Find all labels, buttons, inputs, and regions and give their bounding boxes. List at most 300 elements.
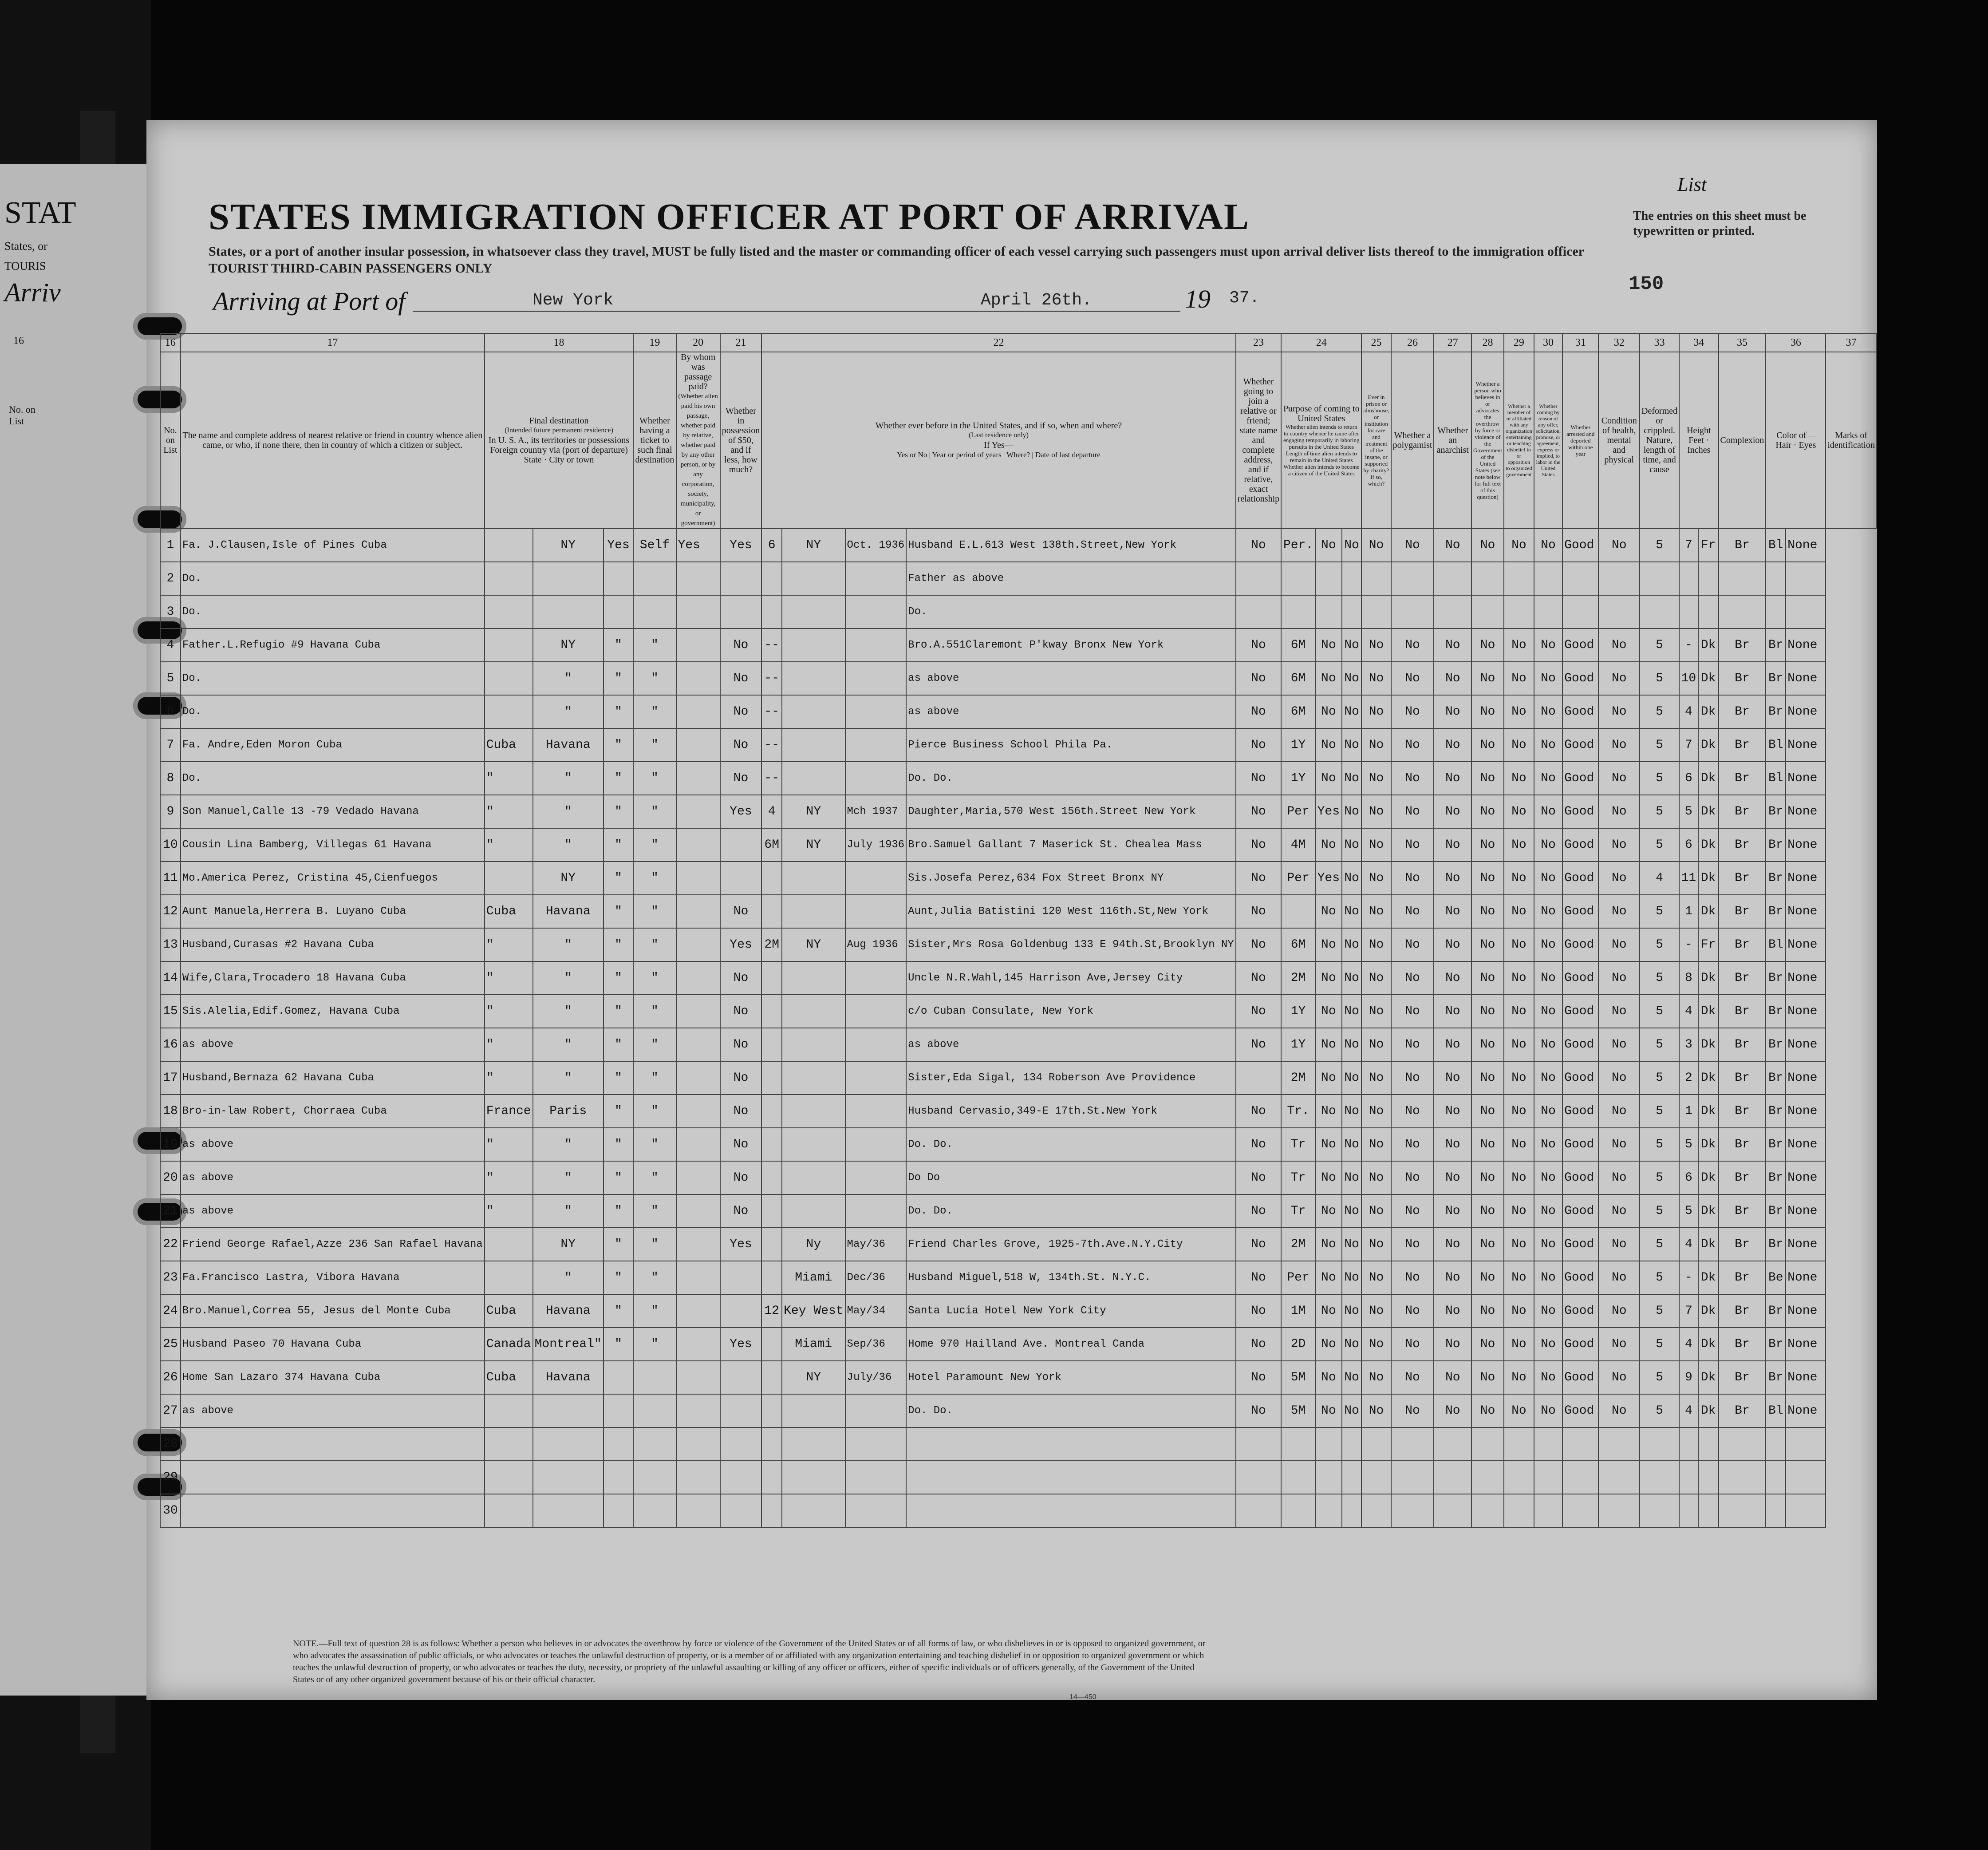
cell-destination-state: NY xyxy=(533,529,604,562)
cell-marks: None xyxy=(1786,1228,1826,1261)
cell-prison: No xyxy=(1342,1095,1362,1128)
cell-hair xyxy=(1719,595,1766,629)
cell-overthrow: No xyxy=(1434,961,1471,995)
cell-overthrow: No xyxy=(1434,1095,1471,1128)
footer-note: NOTE.—Full text of question 28 is as follows: Whether a person who believes in or advocates the overthrow by force or violence of the Government of the United States or of all forms of law, or who disbelieves in or is opposed to organized government, or who advocates the assassination of public officials, or who advocates or teaches the unlawful destruction of property, or is a member of or affiliated with any organization entertaining and teaching disbelief in or opposition to organized government or which teaches the unlawful destruction of property, or who advocates or teaches the duty, necessity, or propriety of the unlawful assaulting or killing of any officer or officers, either of specific individuals or of officers generally, of the Government of the United States or of any other organized government because of his or their official character. xyxy=(293,1639,1206,1684)
header-text: (Intended future permanent residence) xyxy=(505,427,613,434)
cell-purpose-length xyxy=(1281,1461,1315,1494)
cell-years-in-us xyxy=(761,1194,782,1228)
strip-col-header: No. on List xyxy=(9,404,36,427)
cell-ticket: " xyxy=(604,1294,633,1328)
date-value: April 26th. xyxy=(981,291,1092,310)
cell-polygamist: No xyxy=(1361,862,1391,895)
cell-organization: No xyxy=(1471,529,1504,562)
cell-health xyxy=(1562,562,1598,595)
cell-hair: Br xyxy=(1719,1061,1766,1095)
cell-overthrow: No xyxy=(1434,862,1471,895)
cell-marks: None xyxy=(1786,1294,1826,1328)
col-number: 31 xyxy=(1562,333,1598,352)
cell-where-in-us xyxy=(782,1128,845,1161)
cell-overthrow: No xyxy=(1434,1194,1471,1228)
cell-overthrow: No xyxy=(1434,1061,1471,1095)
cell-marks: None xyxy=(1786,1061,1826,1095)
header-text: State xyxy=(524,455,542,465)
cell-passage-paid: " xyxy=(633,862,676,895)
cell-passage-paid xyxy=(633,562,676,595)
cell-organization: No xyxy=(1471,1095,1504,1128)
cell-purpose-length: Tr xyxy=(1281,1161,1315,1194)
cell-money xyxy=(676,595,720,629)
cell-height-feet: 5 xyxy=(1640,1261,1679,1294)
cell-last-departure xyxy=(845,762,907,795)
cell-height-inches: - xyxy=(1679,1261,1698,1294)
cell-anarchist xyxy=(1391,1427,1434,1461)
cell-organization: No xyxy=(1471,862,1504,895)
cell-marks: None xyxy=(1786,961,1826,995)
cell-polygamist: No xyxy=(1361,1028,1391,1061)
cell-purpose-length: 6M xyxy=(1281,629,1315,662)
cell-organization: No xyxy=(1471,1028,1504,1061)
cell-join-relative: Daughter,Maria,570 West 156th.Street New York xyxy=(906,795,1236,828)
cell-ever-in-us: No xyxy=(720,1095,762,1128)
cell-join-relative: Home 970 Hailland Ave. Montreal Canda xyxy=(906,1328,1236,1361)
cell-destination-foreign: " xyxy=(485,1194,533,1228)
cell-anarchist: No xyxy=(1391,662,1434,695)
cell-years-in-us: 6M xyxy=(761,828,782,862)
page-subtitle: States, or a port of another insular possession, in whatsoever class they travel, MUST be fully listed and the master or commanding officer of each vessel carrying such passengers must upon arrival deliver lists thereof to the immigration officer xyxy=(209,244,1585,259)
header-color: Color of— Hair · Eyes xyxy=(1766,352,1826,529)
cell-last-departure xyxy=(845,1061,907,1095)
cell-hair xyxy=(1719,1494,1766,1527)
cell-eyes: Be xyxy=(1766,1261,1786,1294)
cell-last-departure xyxy=(845,1095,907,1128)
cell-overthrow xyxy=(1434,1494,1471,1527)
cell-deported: No xyxy=(1534,1228,1562,1261)
cell-last-departure xyxy=(845,662,907,695)
cell-ever-in-us xyxy=(720,1261,762,1294)
cell-where-in-us xyxy=(782,862,845,895)
cell-deformed: No xyxy=(1598,695,1640,728)
cell-polygamist: No xyxy=(1361,795,1391,828)
cell-hair: Br xyxy=(1719,1028,1766,1061)
cell-where-in-us xyxy=(782,1095,845,1128)
cell-list-no: 16 xyxy=(160,1028,181,1061)
cell-deformed: No xyxy=(1598,1061,1640,1095)
cell-destination-foreign: " xyxy=(485,1161,533,1194)
cell-health: Good xyxy=(1562,629,1598,662)
cell-deported: No xyxy=(1534,728,1562,762)
year-suffix: 37. xyxy=(1229,289,1260,308)
cell-destination-state: NY xyxy=(533,629,604,662)
cell-health: Good xyxy=(1562,895,1598,928)
cell-destination-state: " xyxy=(533,1161,604,1194)
cell-marks: None xyxy=(1786,695,1826,728)
cell-where-in-us: NY xyxy=(782,828,845,862)
cell-purpose-return: No xyxy=(1236,762,1281,795)
cell-join-relative: Husband Cervasio,349-E 17th.St.New York xyxy=(906,1095,1236,1128)
col-number: 27 xyxy=(1434,333,1471,352)
cell-height-feet: 5 xyxy=(1640,629,1679,662)
cell-passage-paid: " xyxy=(633,895,676,928)
cell-overthrow: No xyxy=(1434,662,1471,695)
cell-money xyxy=(676,961,720,995)
cell-destination-foreign: " xyxy=(485,1028,533,1061)
cell-labor-offer: No xyxy=(1504,728,1534,762)
cell-purpose-return: No xyxy=(1236,1328,1281,1361)
cell-relative-address: Do. xyxy=(181,695,485,728)
cell-relative-address: Mo.America Perez, Cristina 45,Cienfuegos xyxy=(181,862,485,895)
header-text: (Whether alien paid his own passage, whether paid by relative, whether paid by any other person, or by any corporation, society, municipality, or government) xyxy=(678,393,718,527)
cell-anarchist: No xyxy=(1391,629,1434,662)
cell-ticket: " xyxy=(604,1028,633,1061)
cell-years-in-us: -- xyxy=(761,762,782,795)
cell-complexion xyxy=(1698,1494,1719,1527)
previous-page-strip xyxy=(0,164,146,1696)
cell-height-feet xyxy=(1640,595,1679,629)
table-row xyxy=(160,795,1877,828)
cell-overthrow xyxy=(1434,1461,1471,1494)
cell-years-in-us xyxy=(761,1328,782,1361)
cell-overthrow: No xyxy=(1434,1228,1471,1261)
cell-destination-state: Havana xyxy=(533,1294,604,1328)
cell-join-relative: Do. Do. xyxy=(906,762,1236,795)
cell-list-no: 17 xyxy=(160,1061,181,1095)
cell-destination-foreign xyxy=(485,1461,533,1494)
cell-marks: None xyxy=(1786,1028,1826,1061)
cell-eyes: Br xyxy=(1766,662,1786,695)
cell-labor-offer: No xyxy=(1504,1194,1534,1228)
cell-prison: No xyxy=(1342,728,1362,762)
cell-years-in-us: 6 xyxy=(761,529,782,562)
cell-ticket: " xyxy=(604,728,633,762)
header-text: Feet xyxy=(1688,435,1704,445)
cell-purpose-citizen: No xyxy=(1315,961,1342,995)
cell-purpose-return xyxy=(1236,1427,1281,1461)
table-row xyxy=(160,1194,1877,1228)
cell-complexion: Dk xyxy=(1698,1095,1719,1128)
cell-ticket xyxy=(604,1427,633,1461)
cell-complexion xyxy=(1698,1461,1719,1494)
col-number: 20 xyxy=(676,333,720,352)
cell-hair: Br xyxy=(1719,529,1766,562)
cell-hair: Br xyxy=(1719,1394,1766,1427)
cell-purpose-length: 6M xyxy=(1281,695,1315,728)
cell-ever-in-us: No xyxy=(720,662,762,695)
cell-health xyxy=(1562,1427,1598,1461)
col-number: 32 xyxy=(1598,333,1640,352)
cell-money xyxy=(676,1228,720,1261)
cell-height-feet: 5 xyxy=(1640,695,1679,728)
cell-height-inches xyxy=(1679,1494,1698,1527)
cell-purpose-return: No xyxy=(1236,728,1281,762)
cell-complexion: Dk xyxy=(1698,1128,1719,1161)
cell-purpose-return: No xyxy=(1236,629,1281,662)
cell-purpose-length: 2M xyxy=(1281,961,1315,995)
cell-complexion: Dk xyxy=(1698,1294,1719,1328)
cell-purpose-return: No xyxy=(1236,1095,1281,1128)
cell-overthrow: No xyxy=(1434,795,1471,828)
cell-passage-paid: " xyxy=(633,1128,676,1161)
cell-eyes: Bl xyxy=(1766,728,1786,762)
cell-labor-offer xyxy=(1504,1461,1534,1494)
cell-purpose-return: No xyxy=(1236,928,1281,961)
cell-join-relative: as above xyxy=(906,695,1236,728)
cell-deformed xyxy=(1598,595,1640,629)
cell-ever-in-us xyxy=(720,1361,762,1394)
cell-labor-offer: No xyxy=(1504,995,1534,1028)
arriving-label: Arriving at Port of xyxy=(213,287,406,316)
cell-purpose-return: No xyxy=(1236,1361,1281,1394)
col-number: 16 xyxy=(160,333,181,352)
cell-last-departure xyxy=(845,862,907,895)
cell-height-feet: 5 xyxy=(1640,828,1679,862)
cell-relative-address: Bro.Manuel,Correa 55, Jesus del Monte Cuba xyxy=(181,1294,485,1328)
cell-eyes: Br xyxy=(1766,1294,1786,1328)
cell-ever-in-us: No xyxy=(720,762,762,795)
cell-marks: None xyxy=(1786,795,1826,828)
cell-where-in-us: NY xyxy=(782,529,845,562)
cell-marks: None xyxy=(1786,1394,1826,1427)
cell-years-in-us xyxy=(761,1394,782,1427)
cell-organization: No xyxy=(1471,1361,1504,1394)
cell-ticket: " xyxy=(604,895,633,928)
cell-anarchist: No xyxy=(1391,1128,1434,1161)
table-row xyxy=(160,1394,1877,1427)
cell-height-inches: - xyxy=(1679,629,1698,662)
cell-last-departure xyxy=(845,895,907,928)
cell-years-in-us xyxy=(761,595,782,629)
cell-organization: No xyxy=(1471,928,1504,961)
cell-destination-foreign xyxy=(485,862,533,895)
cell-list-no: 13 xyxy=(160,928,181,961)
cell-destination-state: Havana xyxy=(533,1361,604,1394)
cell-purpose-length: Tr. xyxy=(1281,1095,1315,1128)
cell-height-feet: 5 xyxy=(1640,1061,1679,1095)
cell-deformed: No xyxy=(1598,529,1640,562)
cell-polygamist xyxy=(1361,562,1391,595)
cell-complexion: Fr xyxy=(1698,529,1719,562)
cell-hair: Br xyxy=(1719,961,1766,995)
cell-hair: Br xyxy=(1719,795,1766,828)
cell-purpose-citizen xyxy=(1315,562,1342,595)
cell-deformed: No xyxy=(1598,862,1640,895)
cell-eyes: Br xyxy=(1766,1194,1786,1228)
cell-hair: Br xyxy=(1719,1161,1766,1194)
cell-eyes: Br xyxy=(1766,1328,1786,1361)
header-passage-paid xyxy=(676,352,720,529)
cell-purpose-return: No xyxy=(1236,1228,1281,1261)
cell-complexion xyxy=(1698,1427,1719,1461)
col-number: 23 xyxy=(1236,333,1281,352)
cell-destination-state: " xyxy=(533,762,604,795)
cell-complexion: Dk xyxy=(1698,1194,1719,1228)
cell-ever-in-us: No xyxy=(720,1028,762,1061)
cell-destination-foreign: " xyxy=(485,995,533,1028)
cell-ever-in-us: No xyxy=(720,1161,762,1194)
cell-purpose-length xyxy=(1281,1427,1315,1461)
cell-purpose-length: 1Y xyxy=(1281,1028,1315,1061)
header-labor-offer: Whether coming by reason of any offer, solicitation, promise, or agreement, express or implied, to labor in the United States xyxy=(1534,352,1562,529)
cell-purpose-length: Per xyxy=(1281,1261,1315,1294)
cell-purpose-length: Per xyxy=(1281,862,1315,895)
cell-deformed: No xyxy=(1598,795,1640,828)
cell-labor-offer: No xyxy=(1504,762,1534,795)
cell-health: Good xyxy=(1562,1028,1598,1061)
cell-prison: No xyxy=(1342,895,1362,928)
cell-purpose-return xyxy=(1236,1461,1281,1494)
cell-polygamist: No xyxy=(1361,1128,1391,1161)
cell-deformed: No xyxy=(1598,995,1640,1028)
cell-labor-offer: No xyxy=(1504,795,1534,828)
passenger-class: TOURIST THIRD-CABIN PASSENGERS ONLY xyxy=(209,261,493,276)
cell-join-relative: Do. Do. xyxy=(906,1394,1236,1427)
cell-purpose-length xyxy=(1281,562,1315,595)
cell-ever-in-us: No xyxy=(720,1194,762,1228)
cell-relative-address: Sis.Alelia,Edif.Gomez, Havana Cuba xyxy=(181,995,485,1028)
cell-height-inches: 6 xyxy=(1679,1161,1698,1194)
cell-hair: Br xyxy=(1719,1228,1766,1261)
cell-ever-in-us xyxy=(720,1461,762,1494)
cell-relative-address: as above xyxy=(181,1128,485,1161)
year-prefix: 19 xyxy=(1185,285,1211,313)
table-row xyxy=(160,695,1877,728)
cell-labor-offer: No xyxy=(1504,1095,1534,1128)
cell-relative-address: Father.L.Refugio #9 Havana Cuba xyxy=(181,629,485,662)
cell-years-in-us xyxy=(761,1361,782,1394)
cell-destination-foreign: " xyxy=(485,1128,533,1161)
cell-eyes xyxy=(1766,1461,1786,1494)
header-organization: Whether a member of or affiliated with any organization entertaining or teaching disbelief in or opposition to organized government xyxy=(1504,352,1534,529)
header-text: Color of— xyxy=(1776,431,1815,440)
cell-last-departure xyxy=(845,995,907,1028)
cell-ever-in-us xyxy=(720,595,762,629)
cell-purpose-citizen xyxy=(1315,1494,1342,1527)
cell-eyes: Br xyxy=(1766,1028,1786,1061)
cell-ticket: " xyxy=(604,1128,633,1161)
cell-passage-paid: " xyxy=(633,1294,676,1328)
cell-health: Good xyxy=(1562,1261,1598,1294)
header-text: Hair xyxy=(1775,440,1791,450)
cell-anarchist: No xyxy=(1391,1261,1434,1294)
cell-deported: No xyxy=(1534,1261,1562,1294)
cell-labor-offer: No xyxy=(1504,1061,1534,1095)
cell-last-departure xyxy=(845,1494,907,1527)
cell-deported: No xyxy=(1534,862,1562,895)
cell-where-in-us xyxy=(782,1394,845,1427)
cell-health: Good xyxy=(1562,928,1598,961)
cell-ticket: " xyxy=(604,1161,633,1194)
strip-col-number: 16 xyxy=(13,335,24,347)
cell-deported: No xyxy=(1534,795,1562,828)
cell-polygamist: No xyxy=(1361,529,1391,562)
header-text: Length of time alien intends to remain in the United States xyxy=(1286,450,1357,463)
cell-deported: No xyxy=(1534,928,1562,961)
cell-list-no: 10 xyxy=(160,828,181,862)
cell-anarchist: No xyxy=(1391,1394,1434,1427)
cell-labor-offer xyxy=(1504,1427,1534,1461)
cell-purpose-length: 5M xyxy=(1281,1361,1315,1394)
cell-complexion: Dk xyxy=(1698,1028,1719,1061)
cell-prison: No xyxy=(1342,1228,1362,1261)
cell-height-feet: 5 xyxy=(1640,928,1679,961)
cell-purpose-citizen xyxy=(1315,1461,1342,1494)
cell-money xyxy=(676,1061,720,1095)
cell-polygamist xyxy=(1361,595,1391,629)
cell-last-departure xyxy=(845,728,907,762)
cell-deformed: No xyxy=(1598,1261,1640,1294)
cell-ever-in-us: No xyxy=(720,1061,762,1095)
cell-destination-foreign xyxy=(485,529,533,562)
table-row xyxy=(160,1328,1877,1361)
cell-eyes: Br xyxy=(1766,1161,1786,1194)
cell-anarchist: No xyxy=(1391,1328,1434,1361)
header-marks: Marks of identification xyxy=(1826,352,1877,529)
cell-years-in-us xyxy=(761,1494,782,1527)
cell-complexion: Dk xyxy=(1698,1161,1719,1194)
cell-height-inches: 7 xyxy=(1679,529,1698,562)
cell-marks: None xyxy=(1786,1328,1826,1361)
cell-prison: No xyxy=(1342,995,1362,1028)
cell-where-in-us xyxy=(782,662,845,695)
cell-polygamist: No xyxy=(1361,762,1391,795)
cell-anarchist: No xyxy=(1391,928,1434,961)
cell-money xyxy=(676,1361,720,1394)
cell-prison: No xyxy=(1342,529,1362,562)
cell-prison: No xyxy=(1342,1061,1362,1095)
cell-organization: No xyxy=(1471,1061,1504,1095)
cell-list-no: 7 xyxy=(160,728,181,762)
cell-purpose-citizen: No xyxy=(1315,895,1342,928)
cell-join-relative: as above xyxy=(906,662,1236,695)
cell-list-no: 19 xyxy=(160,1128,181,1161)
cell-ticket xyxy=(604,1494,633,1527)
cell-where-in-us xyxy=(782,895,845,928)
cell-list-no: 6 xyxy=(160,695,181,728)
cell-passage-paid xyxy=(633,1427,676,1461)
strip-title: STAT xyxy=(4,196,76,230)
cell-overthrow: No xyxy=(1434,995,1471,1028)
table-row xyxy=(160,662,1877,695)
cell-passage-paid: " xyxy=(633,1061,676,1095)
cell-ever-in-us: No xyxy=(720,961,762,995)
cell-years-in-us xyxy=(761,1461,782,1494)
cell-passage-paid xyxy=(633,1394,676,1427)
cell-money xyxy=(676,695,720,728)
cell-last-departure xyxy=(845,1128,907,1161)
cell-destination-foreign xyxy=(485,629,533,662)
cell-anarchist: No xyxy=(1391,1361,1434,1394)
cell-prison: No xyxy=(1342,961,1362,995)
cell-destination-state: " xyxy=(533,1128,604,1161)
cell-organization: No xyxy=(1471,1194,1504,1228)
cell-health: Good xyxy=(1562,862,1598,895)
cell-ticket: " xyxy=(604,1095,633,1128)
cell-deformed: No xyxy=(1598,1028,1640,1061)
cell-list-no: 25 xyxy=(160,1328,181,1361)
header-polygamist: Whether a polygamist xyxy=(1391,352,1434,529)
cell-complexion xyxy=(1698,595,1719,629)
cell-ticket xyxy=(604,1361,633,1394)
header-height: Height Feet · Inches xyxy=(1679,352,1718,529)
cell-passage-paid: " xyxy=(633,928,676,961)
cell-relative-address: Do. xyxy=(181,562,485,595)
cell-overthrow xyxy=(1434,562,1471,595)
cell-organization: No xyxy=(1471,1161,1504,1194)
cell-overthrow: No xyxy=(1434,629,1471,662)
cell-labor-offer: No xyxy=(1504,1328,1534,1361)
cell-destination-foreign: " xyxy=(485,928,533,961)
cell-labor-offer: No xyxy=(1504,1361,1534,1394)
